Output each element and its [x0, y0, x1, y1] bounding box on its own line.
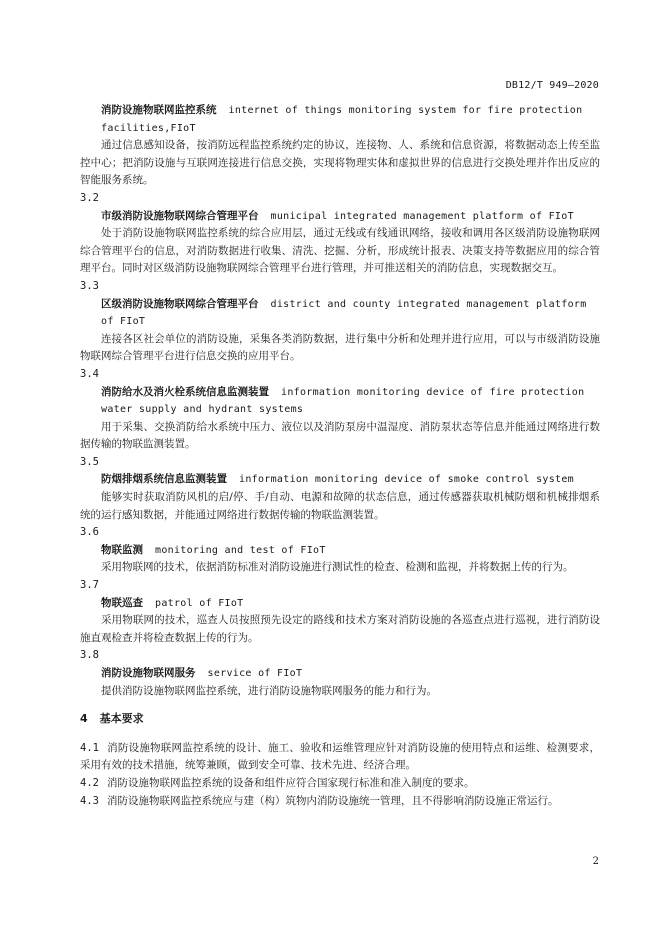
- clause-text: 消防设施物联网监控系统的设计、施工、验收和运维管理应针对消防设施的使用特点和运维、检测要求，采用有效的技术措施，统筹兼顾，做到安全可靠、技术先进、经济合理。: [80, 741, 600, 772]
- section-number: 4: [80, 712, 88, 726]
- term-english-name: internet of things monitoring system for fire protection facilities,FIoT: [101, 105, 583, 134]
- term-chinese-name: 消防设施物联网服务: [101, 667, 196, 679]
- term-heading: [80, 208, 600, 226]
- term-definition: 连接各区社会单位的消防设施，采集各类消防数据，进行集中分析和处理并进行应用，可以与市级消防设施物联网综合管理平台进行信息交换的应用平台。: [80, 332, 600, 363]
- term-number: 3.3: [80, 279, 99, 292]
- term-english-name: patrol of FIoT: [155, 597, 244, 609]
- term-entry: [80, 454, 600, 524]
- term-chinese-name: 消防给水及消火栓系统信息监测装置: [101, 385, 269, 398]
- term-english-name: service of FIoT: [207, 668, 303, 679]
- term-english-name: district and county integrated management platform of FIoT: [101, 298, 587, 328]
- term-english-name: monitoring and test of FIoT: [155, 544, 326, 556]
- clause: [80, 775, 600, 793]
- term-chinese-name: 消防设施物联网监控系统: [101, 104, 217, 116]
- clause-number: 4.2: [80, 776, 99, 789]
- term-definition: 处于消防设施物联网监控系统的综合应用层，通过无线或有线通讯网络，接收和调用各区级消防设施物联网综合管理平台的信息，对消防数据进行收集、清洗、挖掘、分析，形成统计报表、决策支持等数据应用的综合管理平台。同时对区级消防设施物联网综合管理平台进行管理，并可推送相关的消防信息，实现数据交互。: [80, 227, 600, 275]
- term-heading: [80, 102, 600, 137]
- section-title: 基本要求: [99, 712, 144, 726]
- term-definition: 采用物联网的技术，巡查人员按照预先设定的路线和技术方案对消防设施的各巡查点进行巡视，进行消防设施直观检查并将检查数据上传的行为。: [80, 614, 600, 644]
- term-heading: [80, 384, 600, 419]
- term-chinese-name: 物联巡查: [101, 596, 143, 609]
- term-chinese-name: 区级消防设施物联网综合管理平台: [101, 297, 259, 310]
- term-heading: [80, 665, 600, 683]
- term-number: 3.4: [80, 367, 99, 380]
- clause-number: 4.1: [80, 741, 99, 754]
- term-heading: [80, 542, 600, 560]
- clause-number: 4.3: [80, 794, 99, 807]
- term-heading: [80, 471, 600, 489]
- term-entry: [80, 278, 600, 366]
- term-number: 3.7: [80, 579, 99, 592]
- clause: [80, 740, 600, 775]
- term-definition: 用于采集、交换消防给水系统中压力、液位以及消防泵房中温湿度、消防泵状态等信息并能通过网络进行数据传输的物联监测装置。: [80, 420, 600, 451]
- term-entry: [80, 366, 600, 454]
- term-english-name: information monitoring device of fire protection water supply and hydrant systems: [101, 386, 585, 416]
- term-chinese-name: 防烟排烟系统信息监测装置: [101, 473, 227, 486]
- document-code: DB12/T 949—2020: [505, 80, 599, 91]
- term-number: 3.6: [80, 526, 99, 539]
- section-heading: [80, 710, 600, 728]
- page-number: 2: [592, 856, 599, 867]
- term-definition: 能够实时获取消防风机的启/停、手/自动、电源和故障的状态信息，通过传感器获取机械防烟和机械排烟系统的运行感知数据，并能通过网络进行数据传输的物联监测装置。: [80, 491, 600, 521]
- term-definition: 通过信息感知设备，按消防远程监控系统约定的协议，连接物、人、系统和信息资源，将数据动态上传至监控中心；把消防设施与互联网连接进行信息交换，实现将物理实体和虚拟世界的信息进行交换处理并作出反应的智能服务系统。: [80, 139, 600, 187]
- clause: [80, 793, 600, 811]
- term-chinese-name: 市级消防设施物联网综合管理平台: [101, 209, 259, 222]
- clause-text: 消防设施物联网监控系统的设备和组件应符合国家现行标准和准入制度的要求。: [106, 776, 475, 789]
- term-english-name: information monitoring device of smoke control system: [239, 474, 574, 486]
- term-number: 3.8: [80, 649, 99, 662]
- term-number: 3.2: [80, 191, 99, 204]
- term-english-name: municipal integrated management platform of FIoT: [270, 210, 574, 222]
- document-body: [80, 102, 600, 810]
- term-entry: [80, 524, 600, 577]
- clause-text: 消防设施物联网监控系统应与建（构）筑物内消防设施统一管理，且不得影响消防设施正常运行。: [106, 794, 559, 807]
- term-entry: [80, 577, 600, 647]
- term-number: 3.5: [80, 455, 99, 468]
- term-chinese-name: 物联监测: [101, 543, 143, 556]
- term-heading: [80, 595, 600, 613]
- term-entry: [80, 190, 600, 278]
- term-heading: [80, 296, 600, 331]
- term-definition: 提供消防设施物联网监控系统，进行消防设施物联网服务的能力和行为。: [101, 684, 437, 697]
- term-entry: [80, 647, 600, 700]
- term-definition: 采用物联网的技术，依据消防标准对消防设施进行测试性的检查、检测和监视，并将数据上传的行为。: [101, 561, 574, 574]
- term-entry: [80, 102, 600, 190]
